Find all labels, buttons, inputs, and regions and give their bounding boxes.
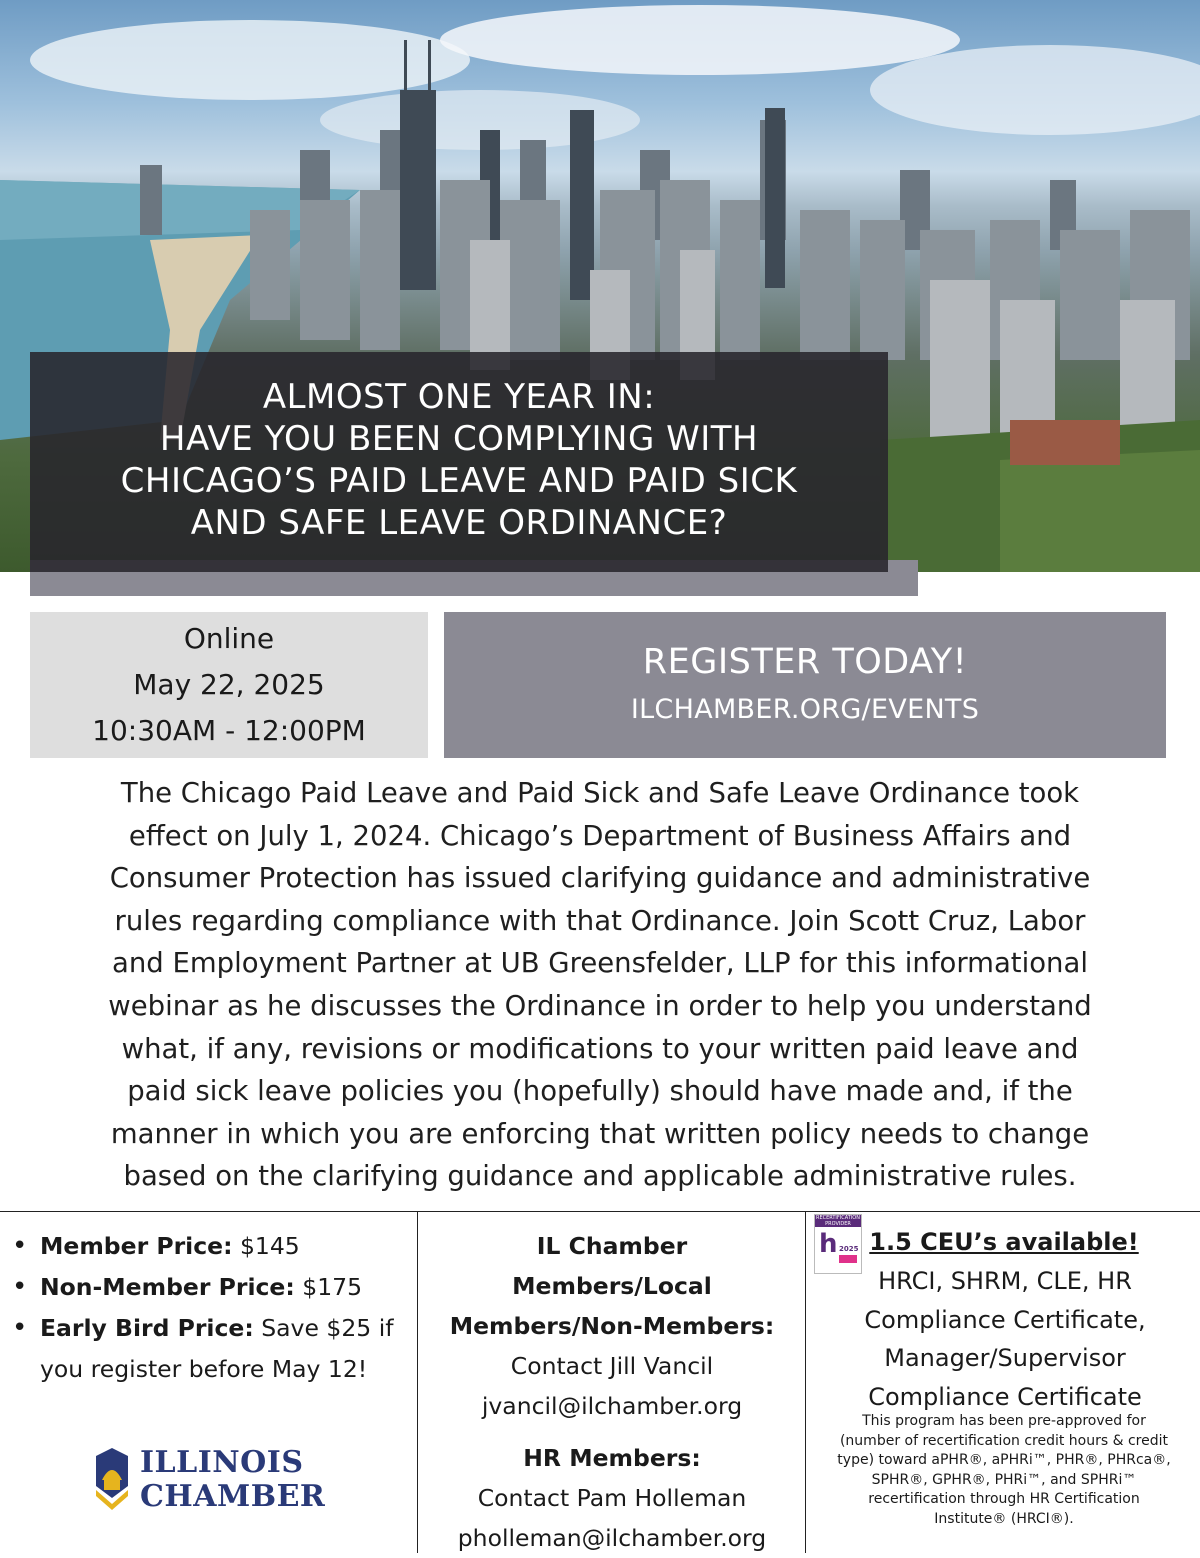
event-description <box>18 772 1182 1198</box>
column-divider <box>805 1211 806 1553</box>
hrci-badge-icon: RECERTIFICATION PROVIDER h 2025 <box>814 1214 862 1274</box>
description-line: webinar as he discusses the Ordinance in order to help you understand <box>108 989 1092 1022</box>
contact-info <box>420 1226 804 1558</box>
contact-heading: IL Chamber <box>536 1232 688 1260</box>
ceu-line: Compliance Certificate, <box>864 1305 1146 1334</box>
section-divider <box>0 1211 1200 1212</box>
page-title <box>30 376 888 544</box>
contact-heading: Members/Non-Members: <box>449 1312 775 1340</box>
description-line: based on the clarifying guidance and applicable administrative rules. <box>123 1160 1077 1193</box>
description-line: manner in which you are enforcing that written policy needs to change <box>110 1117 1090 1150</box>
event-time: 10:30AM - 12:00PM <box>92 714 366 747</box>
logo-line: ILLINOIS <box>140 1445 304 1480</box>
ceu-note-line: SPHR®, GPHR®, PHRi™, and SPHRi™ <box>871 1471 1137 1488</box>
price-early-bird: • Early Bird Price: Save $25 if you register before May 12! <box>8 1308 418 1390</box>
contact-email-link[interactable]: jvancil@ilchamber.org <box>481 1392 743 1420</box>
event-details <box>30 612 428 758</box>
ceu-note-line: recertification through HR Certification <box>868 1491 1140 1507</box>
ceu-note-line: type) toward aPHR®, aPHRi™, PHR®, PHRca®, <box>837 1452 1171 1468</box>
ceu-line: Compliance Certificate <box>868 1382 1142 1411</box>
ceu-note-line: This program has been pre-approved for <box>862 1413 1146 1429</box>
event-date: May 22, 2025 <box>133 668 325 701</box>
register-banner[interactable] <box>444 612 1166 758</box>
description-line: what, if any, revisions or modifications to your written paid leave and <box>121 1032 1079 1065</box>
contact-name: Contact Pam Holleman <box>477 1484 747 1512</box>
description-line: and Employment Partner at UB Greensfelder, LLP for this informational <box>112 947 1088 980</box>
description-line: paid sick leave policies you (hopefully) should have made and, if the <box>127 1075 1073 1108</box>
contact-heading-hr: HR Members: <box>523 1444 701 1472</box>
ceu-title: 1.5 CEU’s available! <box>869 1228 1139 1256</box>
description-line: Consumer Protection has issued clarifying guidance and administrative <box>109 862 1091 895</box>
logo-line: CHAMBER <box>140 1479 326 1514</box>
register-title: REGISTER TODAY! <box>642 642 968 682</box>
title-line: AND SAFE LEAVE ORDINANCE? <box>190 503 728 543</box>
illinois-chamber-logo <box>92 1440 332 1520</box>
title-line: CHICAGO’S PAID LEAVE AND PAID SICK <box>120 461 798 501</box>
capitol-dome-icon <box>92 1446 132 1510</box>
pricing-list <box>8 1226 418 1390</box>
ceu-line: Manager/Supervisor <box>884 1344 1126 1372</box>
description-line: The Chicago Paid Leave and Paid Sick and Safe Leave Ordinance took <box>120 777 1080 809</box>
event-format: Online <box>183 622 275 655</box>
price-non-member: • Non-Member Price: $175 <box>8 1267 418 1308</box>
description-line: rules regarding compliance with that Ordinance. Join Scott Cruz, Labor <box>114 904 1086 937</box>
ceu-note-line: Institute® (HRCI®). <box>934 1510 1074 1527</box>
ceu-list <box>812 1262 1198 1416</box>
price-member: • Member Price: $145 <box>8 1226 418 1267</box>
ceu-line: HRCI, SHRM, CLE, HR <box>878 1267 1132 1295</box>
register-url-link[interactable]: ILCHAMBER.ORG/EVENTS <box>630 694 980 725</box>
title-line: ALMOST ONE YEAR IN: <box>262 377 656 417</box>
ceu-note-line: (number of recertification credit hours & credit <box>839 1432 1169 1449</box>
title-line: HAVE YOU BEEN COMPLYING WITH <box>159 419 759 459</box>
contact-name: Contact Jill Vancil <box>510 1352 714 1380</box>
contact-heading: Members/Local <box>512 1272 712 1300</box>
ceu-note <box>808 1412 1200 1529</box>
description-line: effect on July 1, 2024. Chicago’s Department of Business Affairs and <box>128 819 1072 852</box>
contact-email-link[interactable]: pholleman@ilchamber.org <box>457 1524 767 1552</box>
